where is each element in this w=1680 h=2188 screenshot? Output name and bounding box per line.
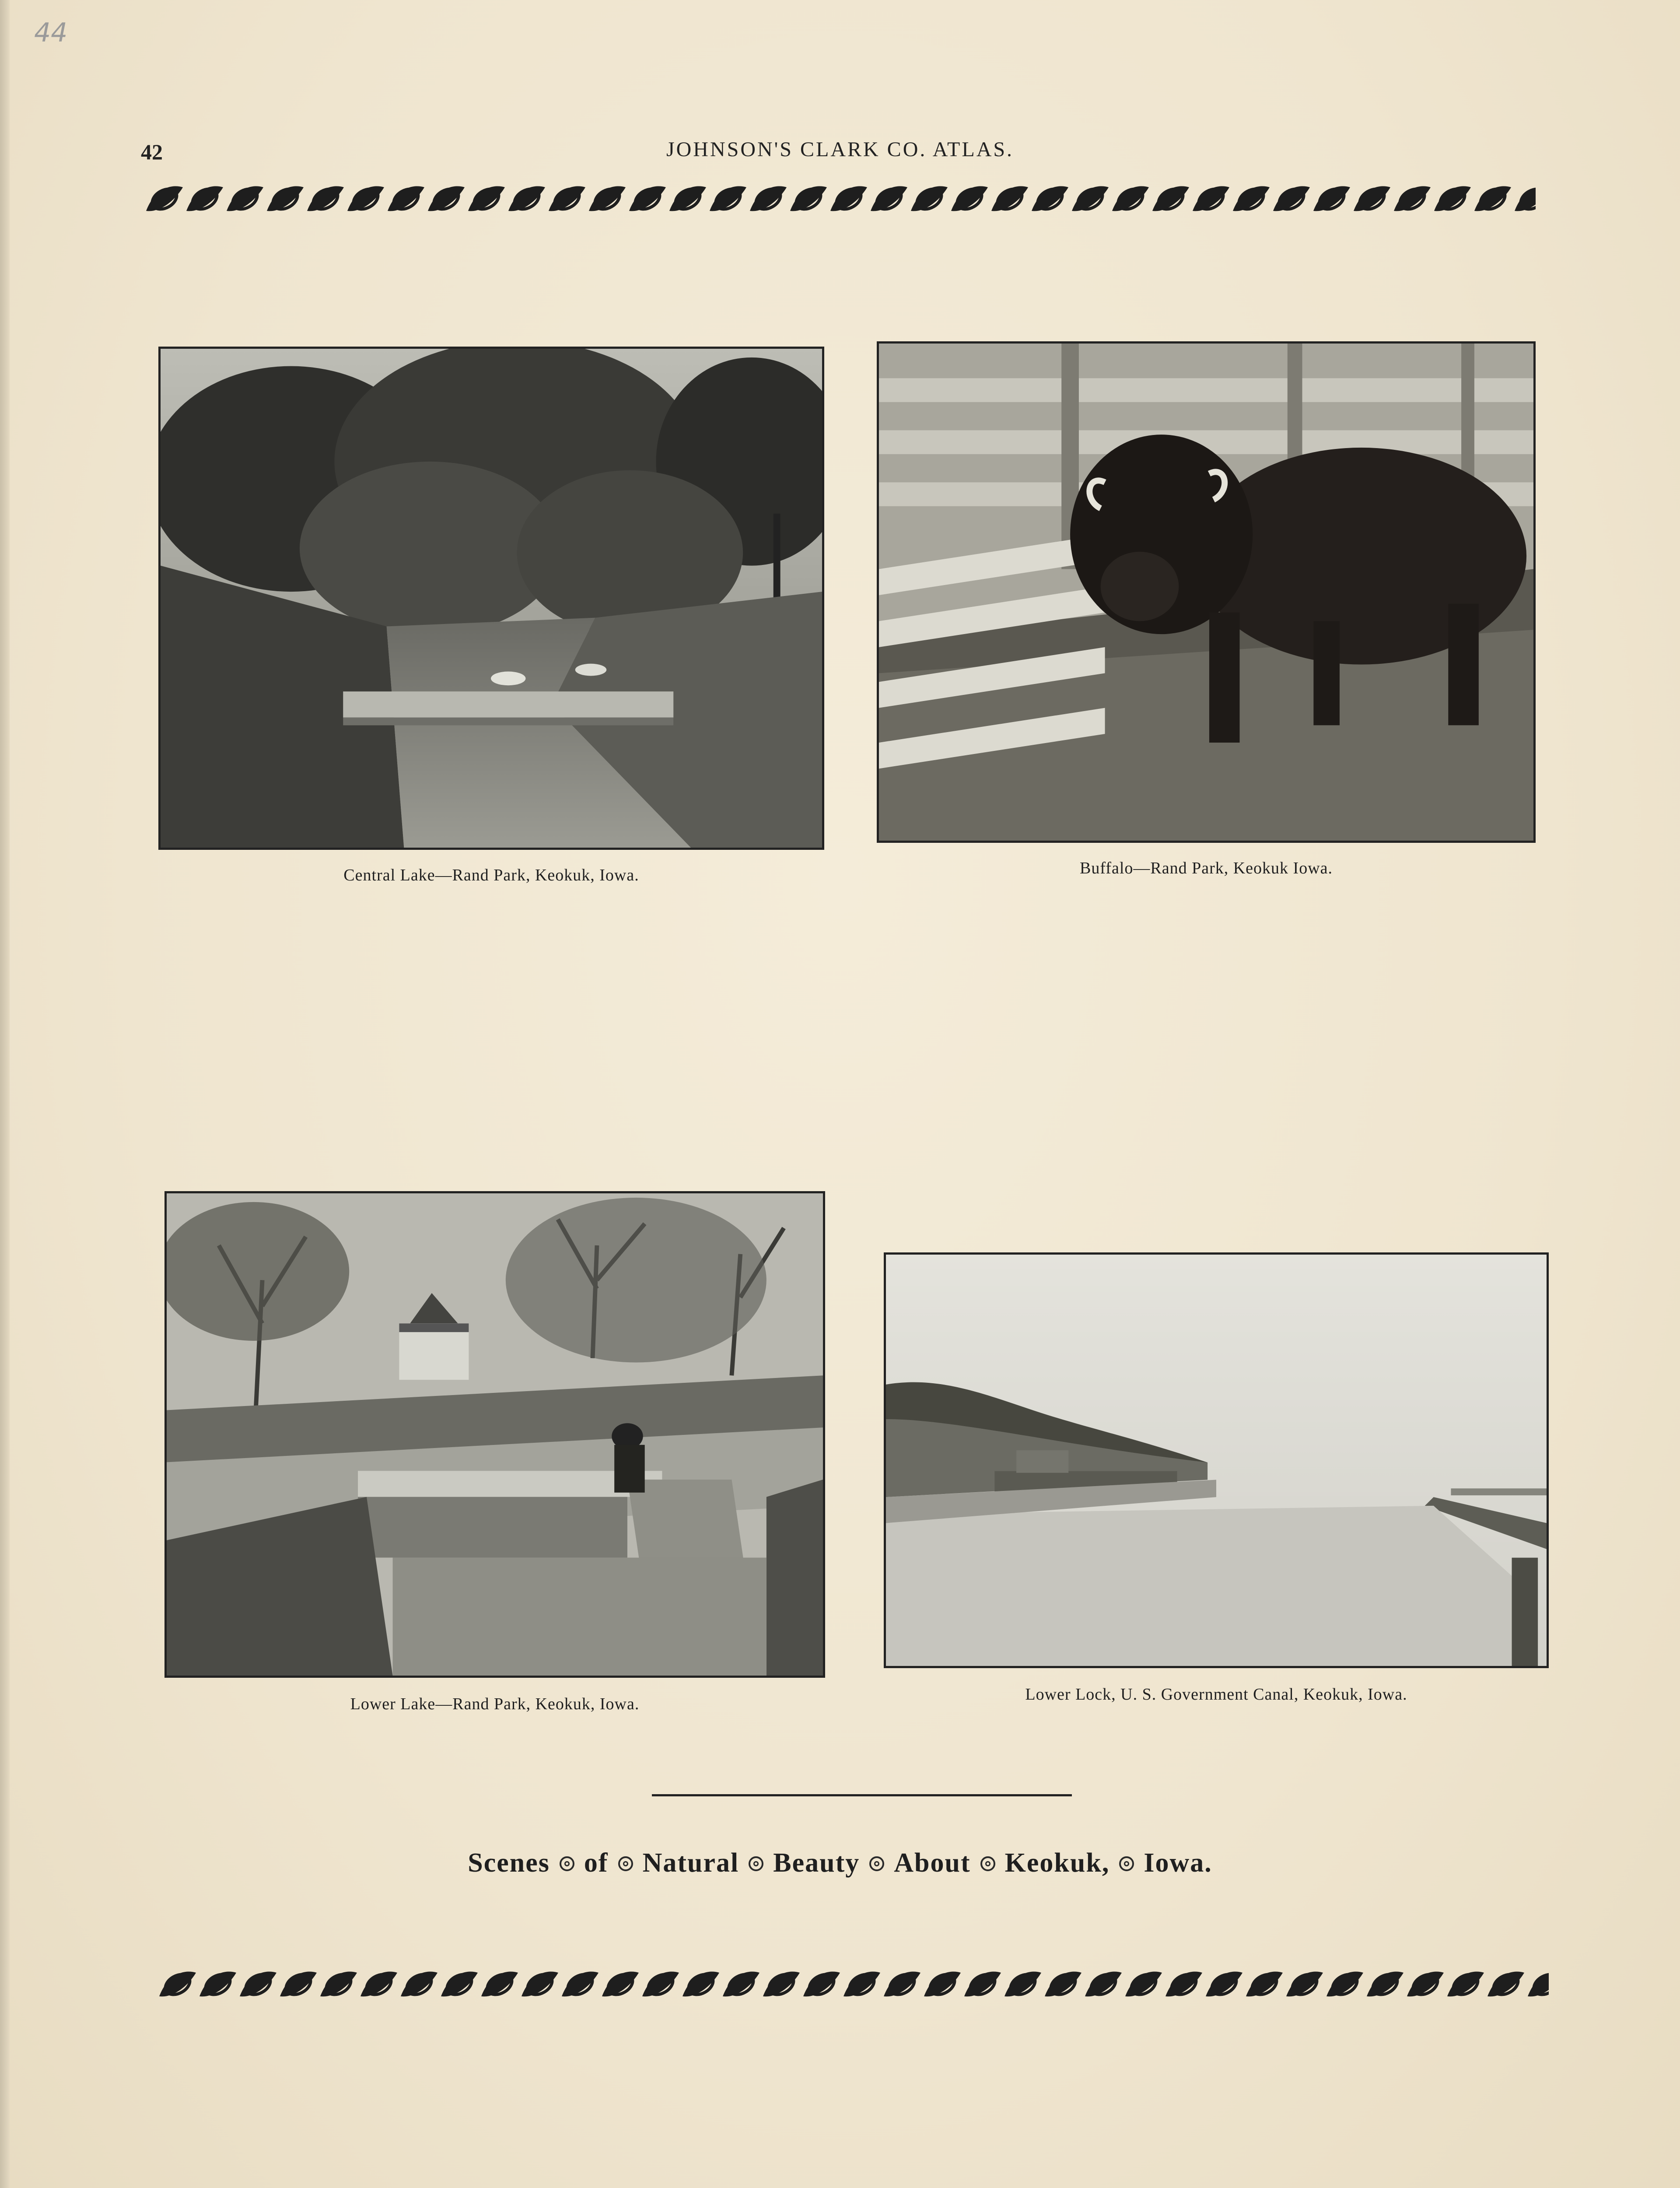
footer-rule — [652, 1794, 1072, 1796]
footer-word: About — [894, 1848, 971, 1878]
page-number: 42 — [141, 140, 163, 164]
footer-ornament-icon — [869, 1856, 884, 1871]
footer-word: of — [584, 1848, 609, 1878]
caption-central-lake: Central Lake—Rand Park, Keokuk, Iowa. — [343, 866, 639, 884]
footer-word: Iowa. — [1144, 1848, 1212, 1878]
photo-central-lake — [158, 347, 824, 850]
photo-lower-lake — [164, 1191, 825, 1678]
footer-word: Natural — [642, 1848, 739, 1878]
caption-lower-lake: Lower Lake—Rand Park, Keokuk, Iowa. — [350, 1695, 640, 1713]
footer-ornament-icon — [749, 1856, 763, 1871]
footer-ornament-icon — [560, 1856, 574, 1871]
footer-ornament-icon — [980, 1856, 995, 1871]
caption-lower-lock: Lower Lock, U. S. Government Canal, Keokuk, Iowa. — [1025, 1685, 1407, 1704]
top-ornamental-border — [144, 175, 1536, 223]
footer-ornament-icon — [1119, 1856, 1134, 1871]
photo-lower-lock — [884, 1252, 1549, 1668]
pencil-page-mark: 44 — [34, 18, 68, 48]
footer-word: Beauty — [773, 1848, 860, 1878]
bottom-ornamental-border — [158, 1960, 1549, 2009]
footer-ornament-icon — [618, 1856, 633, 1871]
running-head: JOHNSON'S CLARK CO. ATLAS. — [666, 138, 1014, 161]
footer-word: Scenes — [468, 1848, 550, 1878]
caption-buffalo: Buffalo—Rand Park, Keokuk Iowa. — [1079, 859, 1333, 877]
footer-title — [0, 1848, 1680, 1879]
footer-word: Keokuk, — [1004, 1848, 1110, 1878]
photo-buffalo — [877, 341, 1536, 843]
